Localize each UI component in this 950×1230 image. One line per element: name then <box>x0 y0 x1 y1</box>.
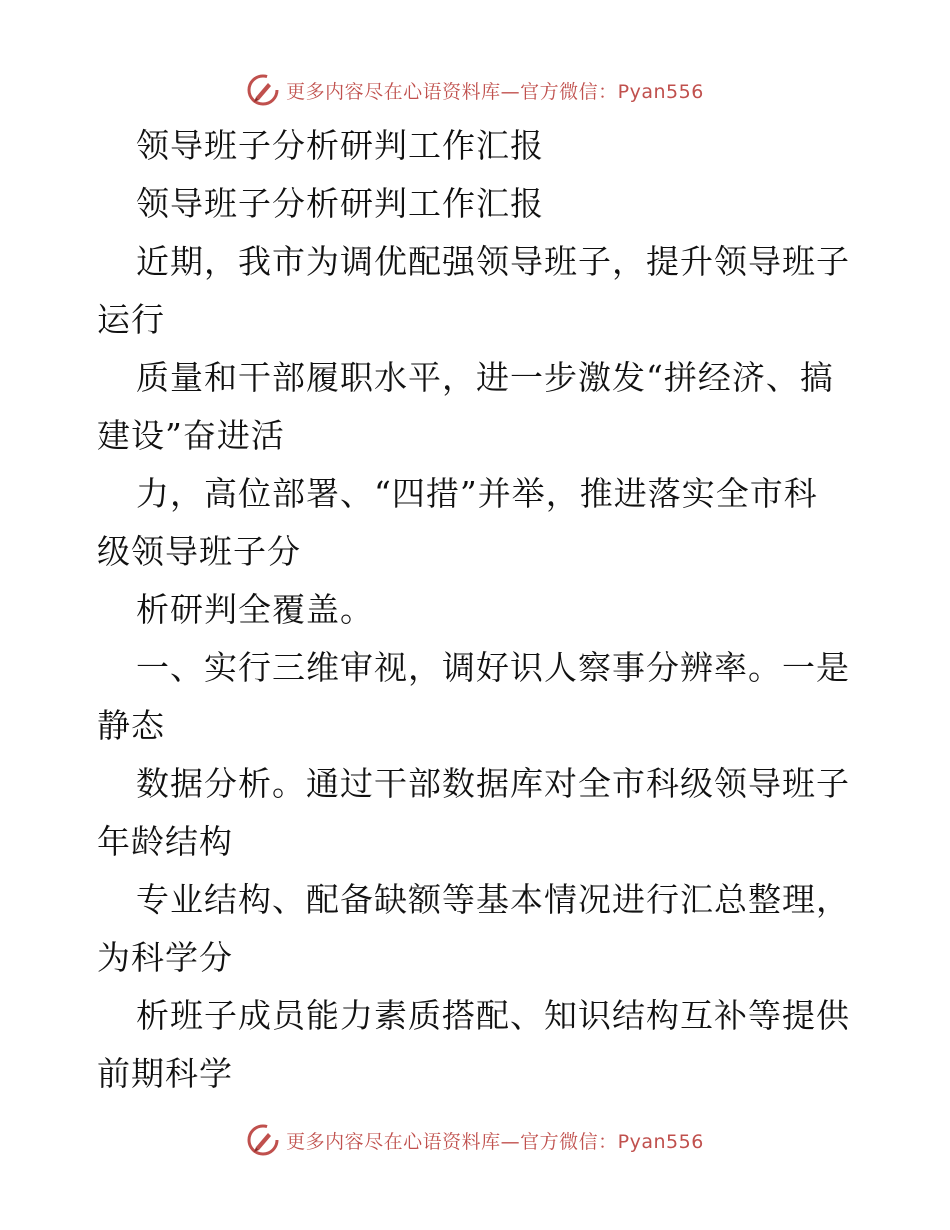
paragraph-line: 质量和干部履职水平，进一步激发“拼经济、搞 <box>136 358 834 397</box>
paragraph-line: 静态 <box>97 706 165 745</box>
pen-logo-icon <box>246 73 280 107</box>
paragraph-line: 专业结构、配备缺额等基本情况进行汇总整理， <box>136 880 850 919</box>
paragraph-line: 析班子成员能力素质搭配、知识结构互补等提供 <box>136 996 850 1035</box>
footer-banner <box>0 1120 950 1160</box>
header-banner-text: 更多内容尽在心语资料库—官方微信：Pyan556 <box>286 80 704 103</box>
paragraph-line: 级领导班子分 <box>97 532 301 571</box>
paragraph-line: 为科学分 <box>97 938 233 977</box>
paragraph-line: 近期，我市为调优配强领导班子，提升领导班子 <box>136 242 850 281</box>
paragraph-line: 建设”奋进活 <box>97 416 285 455</box>
section-heading-line: 一、实行三维审视，调好识人察事分辨率。一是 <box>136 648 850 687</box>
paragraph-line: 力，高位部署、“四措”并举，推进落实全市科 <box>136 474 818 513</box>
paragraph-line: 运行 <box>97 300 165 339</box>
paragraph-line: 年龄结构 <box>97 822 233 861</box>
header-banner <box>0 70 950 110</box>
footer-banner-text: 更多内容尽在心语资料库—官方微信：Pyan556 <box>286 1130 704 1153</box>
document-subtitle: 领导班子分析研判工作汇报 <box>136 184 544 223</box>
paragraph-line: 前期科学 <box>97 1054 233 1093</box>
pen-logo-icon <box>246 1123 280 1157</box>
paragraph-line: 析研判全覆盖。 <box>136 590 374 629</box>
document-title: 领导班子分析研判工作汇报 <box>136 126 544 165</box>
paragraph-line: 数据分析。通过干部数据库对全市科级领导班子 <box>136 764 850 803</box>
